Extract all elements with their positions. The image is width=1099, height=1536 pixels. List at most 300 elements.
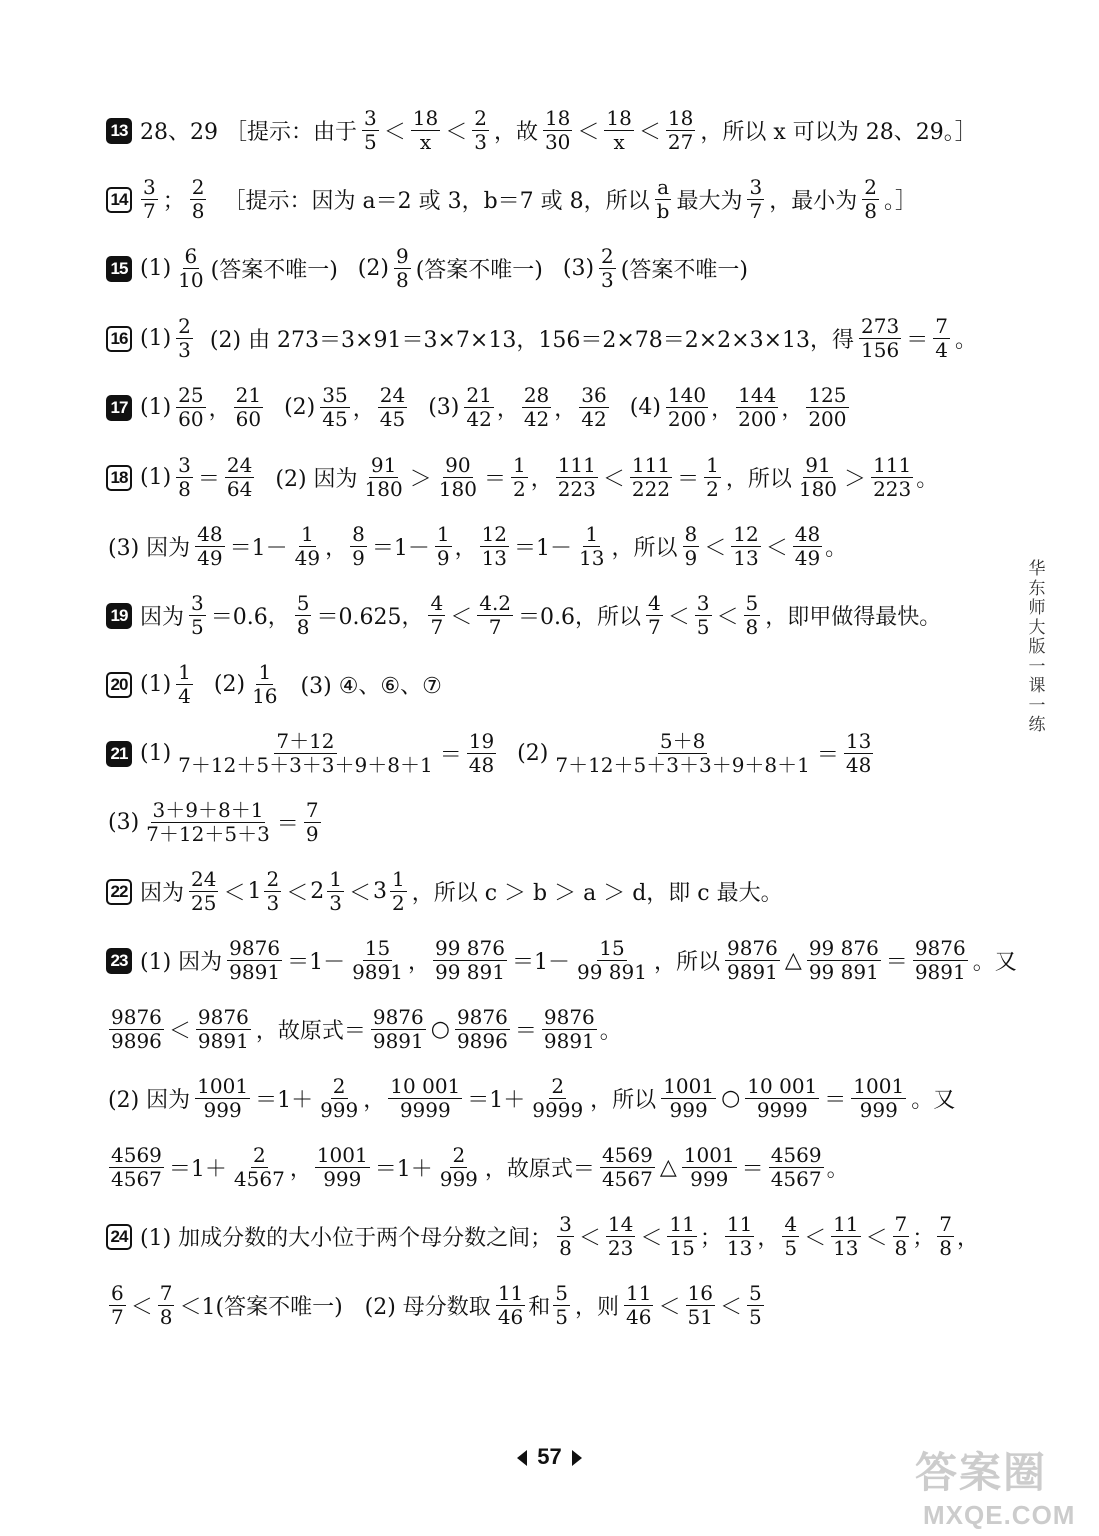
text: ＞ [409,467,432,492]
fraction [661,1076,716,1121]
fraction-part: 2 [332,1074,346,1098]
answer-14 [106,177,919,222]
fraction [264,869,281,914]
text: ＜ [658,1295,681,1320]
text: (1) [140,395,172,420]
fraction [388,1076,462,1121]
answer-18-part3 [106,524,847,569]
fraction-part: 3 [696,591,710,615]
question-number: 24 [106,1224,132,1250]
fraction-part: 9896 [111,1029,162,1053]
fraction [913,938,968,983]
fraction-part: 49 [794,546,821,570]
fraction [411,108,440,153]
fraction-part: 3 [474,130,487,154]
fraction [496,1283,525,1328]
text: (2) [213,672,246,697]
text: ＝1－ [229,536,288,561]
text: ＜ [716,605,739,630]
fraction [747,177,764,222]
text: ， [407,950,430,975]
fraction [371,1007,426,1052]
fraction-part: 3 [178,453,191,477]
fraction-part: 4567 [770,1167,822,1191]
fraction-part: 1 [300,522,314,546]
fraction-part: 42 [523,407,550,431]
fraction-part: x [419,130,432,154]
fraction-part: 2 [864,175,877,199]
fraction-part: 180 [798,477,838,501]
fraction-part: 46 [626,1305,652,1329]
text: 最大为 [676,189,743,214]
fraction-part: 13 [481,546,508,570]
fraction-part: 10 [178,268,204,292]
text: ＜ [578,1226,601,1251]
fraction [666,385,708,430]
text: ＝1－ [514,536,573,561]
fraction-part: 9876 [111,1005,162,1029]
answer-16 [106,316,979,361]
page-number: 57 [0,1444,1099,1470]
text: 。 [599,1019,622,1044]
answer-15 [106,246,750,291]
fraction-part: 49 [294,546,321,570]
text: ＝0.625， [316,605,424,630]
text: ，所以 [590,1088,657,1113]
text: ＝ [906,328,929,353]
text: ＝ [276,812,299,837]
fraction [320,385,349,430]
fraction [304,800,321,845]
fraction-part: 48 [197,522,223,546]
fraction-part: 200 [738,407,777,431]
text: ＜ [168,1019,191,1044]
fraction-part: 1 [436,522,450,546]
fraction-part: 1 [258,660,272,684]
fraction [731,524,760,569]
fraction [682,1145,737,1190]
fraction-part: 42 [581,407,607,431]
fraction-part: 9891 [372,1029,424,1053]
fraction-part: 99 891 [808,960,879,984]
fraction-part: 222 [631,477,671,501]
fraction-part: 1 [512,453,526,477]
text: (1) [140,672,172,697]
fraction-part: 223 [557,477,596,501]
text: 。 [954,328,977,353]
text: △ [659,1155,677,1180]
fraction-part: 5 [555,1305,569,1329]
fraction [893,1214,910,1259]
text: 。 [826,1157,849,1182]
fraction [189,869,218,914]
text: ＝ [197,467,220,492]
question-number: 22 [106,879,132,905]
fraction [862,177,879,222]
fraction-part: 7 [894,1212,908,1236]
fraction-part: 11 [726,1212,753,1236]
fraction-part: 1 [585,522,599,546]
text: ＜ [638,120,661,145]
fraction [937,1214,954,1259]
fraction-part: 24 [226,453,253,477]
fraction-part: 30 [544,130,571,154]
fraction [141,177,158,222]
fraction [196,1007,251,1052]
text: ，故原式＝ [484,1157,595,1182]
fraction-part: 91 [370,453,397,477]
fraction-part: 999 [323,1167,362,1191]
text: ＝1＋ [467,1088,526,1113]
answer-21-part3 [106,800,324,845]
fraction-part: 4569 [111,1143,162,1167]
fraction [844,731,873,776]
fraction-part: 180 [438,477,477,501]
fraction-part: 8 [745,615,759,639]
fraction-part: 5＋8 [659,729,706,753]
fraction [745,1076,819,1121]
text: ＜ [223,881,246,906]
text: (2) 因为 [108,1088,191,1113]
fraction-part: 28 [523,383,550,407]
fraction-part: x [613,130,625,154]
text: ＝ [816,743,839,768]
fraction-part: 7 [648,615,661,639]
fraction [604,108,633,153]
fraction [109,1145,164,1190]
fraction-part: 60 [235,407,262,431]
fraction-part: 18 [412,106,439,130]
fraction-part: 3 [178,338,191,362]
fraction-part: 5 [363,130,377,154]
fraction-part: 999 [859,1098,898,1122]
text: ＝0.6，所以 [518,605,642,630]
fraction [176,455,193,500]
text: (答案不唯一) [210,258,338,283]
fraction-part: 9876 [543,1005,595,1029]
fraction [557,1214,574,1259]
text: (3) [108,810,140,835]
fraction [428,593,445,638]
fraction-part: 15 [364,936,391,960]
fraction [600,1145,655,1190]
text: ＝ [824,1088,847,1113]
fraction-part: 24 [191,867,217,891]
text: ＝ [741,1157,764,1182]
text: ，最小为 [769,189,858,214]
answer-23-cont [106,1007,622,1052]
fraction-part: 8 [684,522,698,546]
fraction-part: 999 [320,1098,359,1122]
fraction-part: 18 [667,106,694,130]
fraction-part: 7 [143,199,156,223]
fraction-part: 13 [733,546,759,570]
text: ， [554,397,577,422]
fraction [542,1007,597,1052]
fraction [234,385,263,430]
text: ， [757,1226,780,1251]
fraction [176,316,193,361]
fraction-part: 273 [861,314,900,338]
text: ＜ [577,120,600,145]
text: ＜ [765,536,788,561]
text: ， [496,397,519,422]
text: ＝ [514,1019,537,1044]
fraction [435,524,452,569]
fraction-part: 7 [939,1212,953,1236]
text: ，所以 x 可以为 28、29。］ [700,120,977,145]
fraction-part: 9 [352,546,365,570]
fraction [606,1214,635,1259]
fraction-part: 27 [667,130,694,154]
fraction-part: 4569 [770,1143,822,1167]
fraction-part: 2 [474,106,487,130]
fraction [195,524,224,569]
fraction-part: 9891 [197,1029,249,1053]
fraction [250,662,279,707]
fraction-part: 999 [690,1167,729,1191]
fraction-part: 9 [436,546,450,570]
fraction [871,455,913,500]
text: ，故原式＝ [255,1019,366,1044]
fraction-part: 7 [159,1281,173,1305]
fraction-part: 4567 [601,1167,653,1191]
fraction [390,869,407,914]
fraction-part: 7 [749,199,763,223]
fraction-part: 9891 [229,960,281,984]
fraction-part: 8 [559,1236,572,1260]
fraction-part: 11 [669,1212,695,1236]
fraction-part: 11 [497,1281,524,1305]
answer-21 [106,731,876,776]
text: ＜ [383,120,406,145]
fraction-part: 111 [873,453,912,477]
fraction-part: 49 [197,546,223,570]
text: 和 [528,1295,551,1320]
fraction [793,524,822,569]
fraction-part: 16 [252,684,278,708]
text: ，所以 [725,467,792,492]
text: ＜ [602,467,625,492]
text: ，所以 [611,536,678,561]
fraction [667,1214,696,1259]
text: ＝ [483,467,506,492]
fraction-part: 6 [111,1281,124,1305]
fraction-part: 12 [733,522,759,546]
text: (2) 由 273＝3×91＝3×7×13，156＝2×78＝2×2×3×13，得 [209,328,855,353]
fraction-part: 51 [687,1305,713,1329]
fraction [437,455,479,500]
answer-19 [106,593,943,638]
text: ＝ [885,950,908,975]
fraction-part: 8 [178,477,191,501]
fraction-part: 4.2 [479,591,512,615]
text: ， [454,536,477,561]
fraction-part: 7＋12＋5＋3 [146,822,270,846]
text: ［提示：因为 a＝2 或 3，b＝7 或 8，所以 [223,189,650,214]
fraction-part: 2 [266,867,280,891]
fraction-part: 4567 [111,1167,162,1191]
fraction [553,1283,570,1328]
text: ； [912,1226,935,1251]
fraction [599,246,616,291]
fraction [666,108,695,153]
text: ＝1－ [287,950,346,975]
fraction-part: 25 [191,891,217,915]
fraction [295,593,312,638]
text: 。又 [911,1088,956,1113]
fraction-part: 35 [322,383,348,407]
fraction-part: 1001 [853,1074,905,1098]
right-triangle-icon [572,1450,582,1466]
fraction [378,385,407,430]
fraction-part: 4 [935,338,948,362]
fraction-part: 2 [706,477,719,501]
fraction [579,385,608,430]
question-number: 23 [106,948,132,974]
fraction [315,1145,370,1190]
text: (1) [140,256,172,281]
fraction-part: 8 [352,522,365,546]
fraction-part: 24 [379,383,406,407]
fraction-part: 8 [159,1305,173,1329]
fraction-part: 1001 [663,1074,715,1098]
question-number: 19 [106,603,132,629]
fraction [472,108,489,153]
text: ，即甲做得最快。 [765,605,942,630]
fraction [522,385,551,430]
fraction [176,662,193,707]
answer-24-cont [106,1283,767,1328]
fraction-part: 180 [364,477,403,501]
fraction [683,524,700,569]
text: 28、29 ［提示：由于 [140,120,357,145]
text: ＝1＋ [168,1157,227,1182]
fraction [744,593,761,638]
fraction [725,1214,754,1259]
text: 。 [825,536,848,561]
text: ＜ [719,1295,742,1320]
fraction-part: b [656,199,670,223]
watermark: 答案圈 MXQE.COM [915,1449,1076,1530]
text: (答案不唯一) [415,258,543,283]
fraction [176,385,205,430]
fraction [433,938,507,983]
fraction-part: 12 [481,522,508,546]
fraction-part: 9999 [532,1098,584,1122]
fraction-part: 4567 [233,1167,285,1191]
fraction [646,593,663,638]
fraction-part: 2 [178,314,191,338]
fraction-part: 9 [684,546,698,570]
fraction-part: 9 [305,822,319,846]
fraction [350,524,367,569]
fraction [455,1007,510,1052]
text: (答案不唯一) [620,258,748,283]
fraction [232,1145,287,1190]
text: ＜ [130,1295,153,1320]
fraction-part: 9876 [197,1005,249,1029]
text: ； [162,189,185,214]
fraction-part: 8 [395,268,409,292]
fraction [782,1214,799,1259]
answer-24 [106,1214,979,1259]
question-number: 21 [106,741,132,767]
fraction-part: 16 [687,1281,713,1305]
fraction-part: 64 [226,477,253,501]
fraction-part: 36 [581,383,607,407]
text: ， [363,1088,386,1113]
fraction-part: 200 [808,407,847,431]
fraction-part: 3 [329,891,342,915]
fraction-part: 60 [178,407,204,431]
fraction-part: 21 [466,383,492,407]
answer-18 [106,455,938,500]
fraction [363,455,405,500]
fraction [195,1076,250,1121]
fraction-part: 99 876 [808,936,879,960]
fraction-part: 3＋9＋8＋1 [152,798,264,822]
fraction-part: 99 876 [435,936,505,960]
answer-23-part2-cont [106,1145,849,1190]
fraction [327,869,344,914]
fraction-part: 6 [184,244,198,268]
fraction-part: 9876 [372,1005,424,1029]
text: ＝0.6， [210,605,290,630]
fraction-part: 10 001 [747,1074,818,1098]
fraction [747,1283,764,1328]
fraction-part: 8 [864,199,877,223]
text: ＜ [450,605,473,630]
fraction-part: 3 [601,268,614,292]
fraction [851,1076,906,1121]
fraction-part: 25 [178,383,204,407]
answer-20 [106,662,444,707]
fraction-part: 5 [696,615,710,639]
fraction-part: 4 [430,591,444,615]
text: ＝1－ [371,536,430,561]
fraction-part: 15 [599,936,625,960]
fraction [176,731,435,776]
text: ＝1－ [511,950,570,975]
fraction-part: 7 [111,1305,124,1329]
text: ＜ [865,1226,888,1251]
text: (2) [284,395,316,420]
fraction-part: 7＋12＋5＋3＋3＋9＋8＋1 [178,753,433,777]
fraction-part: 111 [557,453,596,477]
text: ， [530,467,553,492]
answer-23 [106,938,1019,983]
fraction [225,455,254,500]
fraction [725,938,780,983]
fraction [859,316,901,361]
fraction-part: 1001 [316,1143,368,1167]
fraction-part: 46 [497,1305,524,1329]
fraction-part: 9891 [914,960,966,984]
text: (1) 加成分数的大小位于两个母分数之间； [140,1226,553,1251]
fraction-part: 2 [512,477,526,501]
text: 。］ [883,189,917,214]
text: (1) [140,326,172,351]
text: (4) [629,395,661,420]
answer-22 [106,869,785,914]
fraction-part: 48 [468,753,495,777]
text: ＜ [667,605,690,630]
fraction [176,246,205,291]
fraction [467,731,496,776]
fraction-part: 4 [178,684,191,708]
fraction [438,1145,480,1190]
